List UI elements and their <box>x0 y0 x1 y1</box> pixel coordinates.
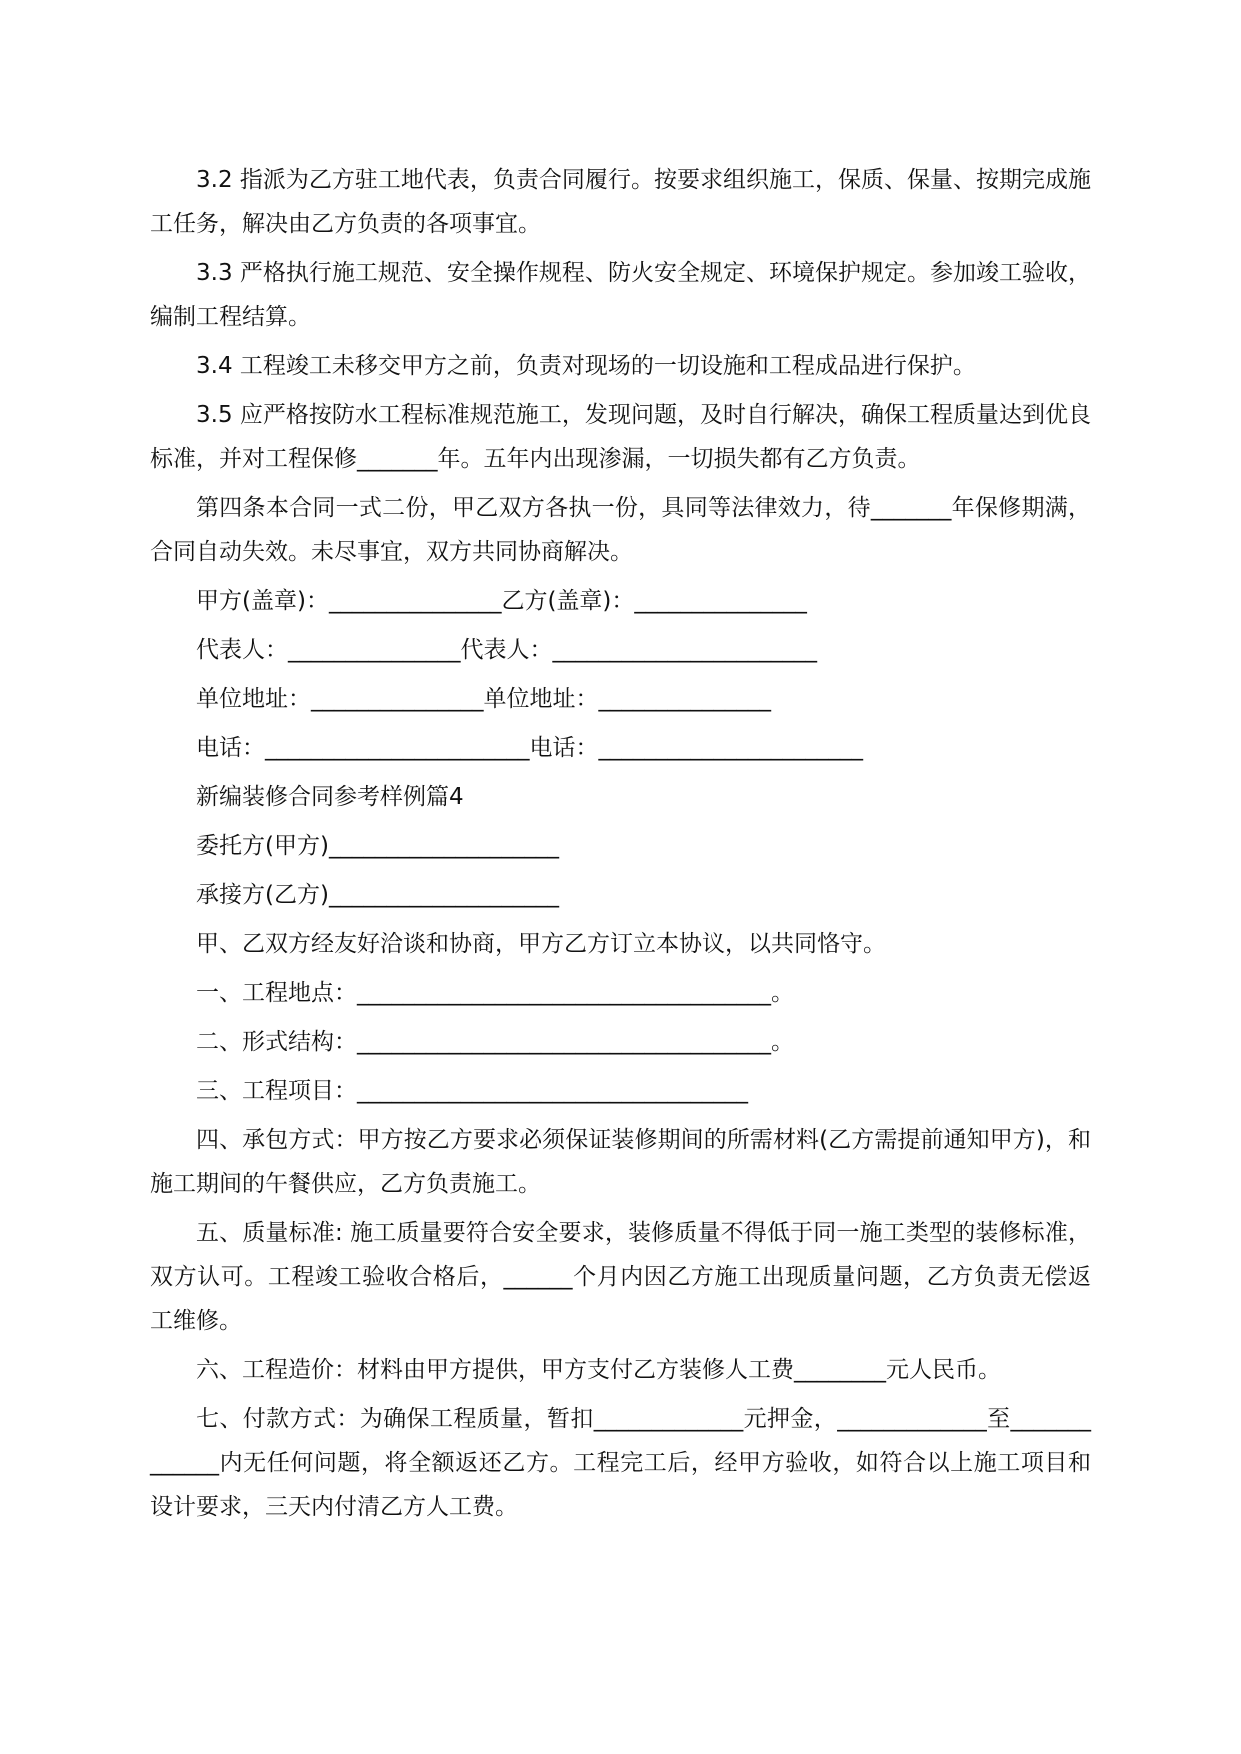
signature-phone-line: 电话：_______________________电话：_______________________ <box>196 735 863 761</box>
article-4: 第四条本合同一式二份，甲乙双方各执一份，具同等法律效力，待_______年保修期满，合同自动失效。未尽事宜，双方共同协商解决。 <box>150 495 1091 565</box>
item-project-location: 一、工程地点：____________________________________。 <box>196 980 794 1006</box>
clause-3-2: 3.2 指派为乙方驻工地代表，负责合同履行。按要求组织施工，保质、保量、按期完成施工任务，解决由乙方负责的各项事宜。 <box>150 167 1091 237</box>
item-contracting-method: 四、承包方式：甲方按乙方要求必须保证装修期间的所需材料(乙方需提前通知甲方)，和施工期间的午餐供应，乙方负责施工。 <box>150 1127 1091 1197</box>
item-project-scope: 三、工程项目：__________________________________ <box>196 1078 748 1104</box>
clause-3-5: 3.5 应严格按防水工程标准规范施工，发现问题，及时自行解决，确保工程质量达到优良标准，并对工程保修_______年。五年内出现渗漏，一切损失都有乙方负责。 <box>150 402 1091 472</box>
item-quality-standard: 五、质量标准: 施工质量要符合安全要求，装修质量不得低于同一施工类型的装修标准，双方认可。工程竣工验收合格后，______个月内因乙方施工出现质量问题，乙方负责无偿返工维修。 <box>150 1220 1091 1334</box>
signature-seal-line: 甲方(盖章)：_______________乙方(盖章)：_______________ <box>196 588 807 614</box>
signature-representative-line: 代表人：_______________代表人：_______________________ <box>196 637 817 663</box>
clause-3-3: 3.3 严格执行施工规范、安全操作规程、防火安全规定、环境保护规定。参加竣工验收，编制工程结算。 <box>150 260 1091 330</box>
item-structure-form: 二、形式结构：____________________________________。 <box>196 1029 794 1055</box>
party-a-line: 委托方(甲方)____________________ <box>196 833 559 859</box>
agreement-intro: 甲、乙双方经友好洽谈和协商，甲方乙方订立本协议，以共同恪守。 <box>196 931 886 957</box>
item-project-cost: 六、工程造价：材料由甲方提供，甲方支付乙方装修人工费________元人民币。 <box>196 1357 1001 1383</box>
item-payment-method: 七、付款方式：为确保工程质量，暂扣_____________元押金，_____________至_____________内无任何问题，将全额返还乙方。工程完工后，经甲方验收，如符合以上施工项目和设计要求，三天内付清乙方人工费。 <box>150 1406 1091 1520</box>
party-b-line: 承接方(乙方)____________________ <box>196 882 559 908</box>
signature-address-line: 单位地址：_______________单位地址：_______________ <box>196 686 771 712</box>
section-title: 新编装修合同参考样例篇4 <box>196 784 464 810</box>
clause-3-4: 3.4 工程竣工未移交甲方之前，负责对现场的一切设施和工程成品进行保护。 <box>196 353 976 379</box>
